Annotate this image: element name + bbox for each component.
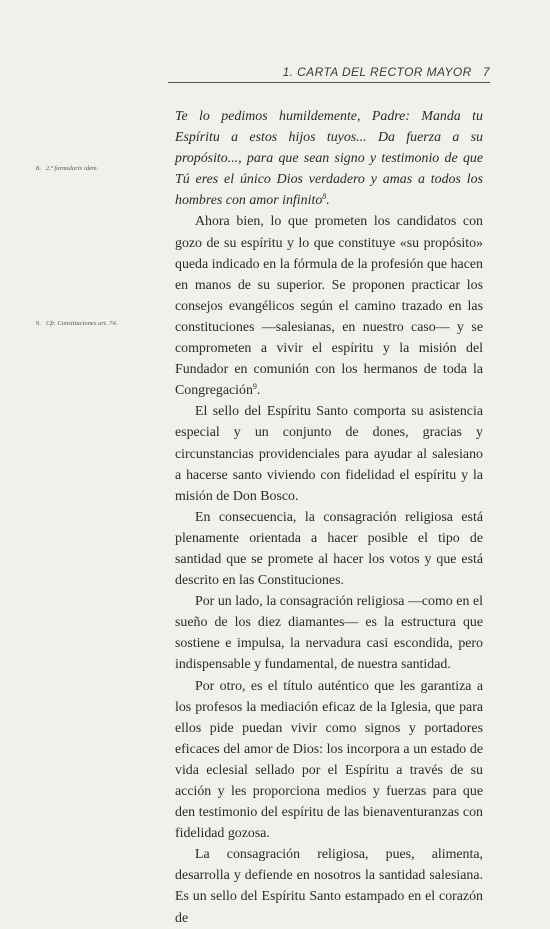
- paragraph: Por otro, es el título auténtico que les garantiza a los profesos la mediación eficaz de la Iglesia, que para ellos pide puedan vivir como signos y portadores eficaces del amor de Dios: los incorpora a un estado de vida eclesial sellado por el Espíritu a través de su acción y les proporciona medios y fuerzas para que den testimonio del espíritu de las bienaventuranzas con fidelidad gozosa.: [175, 678, 483, 842]
- margin-note-8: 8. 2.ª formularis idem.: [36, 165, 99, 172]
- header-rule: [168, 82, 490, 83]
- paragraph: Por un lado, la consagración religiosa —como en el sueño de los diez diamantes— es la estructura que sostiene e impulsa, la nervadura casi escondida, pero indispensable y fundamental, de nuestra santidad.: [175, 594, 483, 673]
- running-header: [0, 65, 550, 85]
- margin-note-9: 9. Cfr. Constituciones art. 74.: [36, 320, 118, 327]
- running-title: 1. CARTA DEL RECTOR MAYOR 7: [282, 65, 490, 79]
- page-number: 7: [482, 65, 490, 79]
- footnote-ref-8: 8: [322, 192, 327, 202]
- paragraph: Ahora bien, lo que prometen los candidatos con gozo de su espíritu y lo que constituye «su propósito» queda indicado en la fórmula de la profesión que hacen en manos de su superior. Se proponen practicar los consejos evangélicos según el camino trazado en las constituciones —salesianas, en nuestro caso— y se comprometen a vivir el espíritu y la misión del Fundador en comunión con los hermanos de toda la Congregación$^9$.: [175, 214, 483, 399]
- paragraph: En consecuencia, la consagración religiosa está plenamente orientada a hacer posible el tipo de santidad que se promete al hacer los votos y que está descrito en las Constituciones.: [175, 509, 483, 589]
- prayer-quote: Te lo pedimos humildemente, Padre: Manda tu Espíritu a estos hijos tuyos... Da fuerza a su propósito..., para que sean signo y testimonio de que Tú eres el único Dios verdadero y amas a todos los hombres con amor infinito$^8$.: [175, 109, 483, 209]
- body-text: [175, 106, 483, 929]
- footnote-ref-9: 9: [252, 382, 257, 392]
- paragraph: El sello del Espíritu Santo comporta su asistencia especial y un conjunto de dones, gracias y circunstancias providenciales para ayudar al salesiano a hacerse santo viviendo con fidelidad el espíritu y la misión de Don Bosco.: [175, 404, 483, 504]
- paragraph: La consagración religiosa, pues, alimenta, desarrolla y defiende en nosotros la santidad salesiana. Es un sello del Espíritu Santo estampado en el corazón de: [175, 847, 483, 926]
